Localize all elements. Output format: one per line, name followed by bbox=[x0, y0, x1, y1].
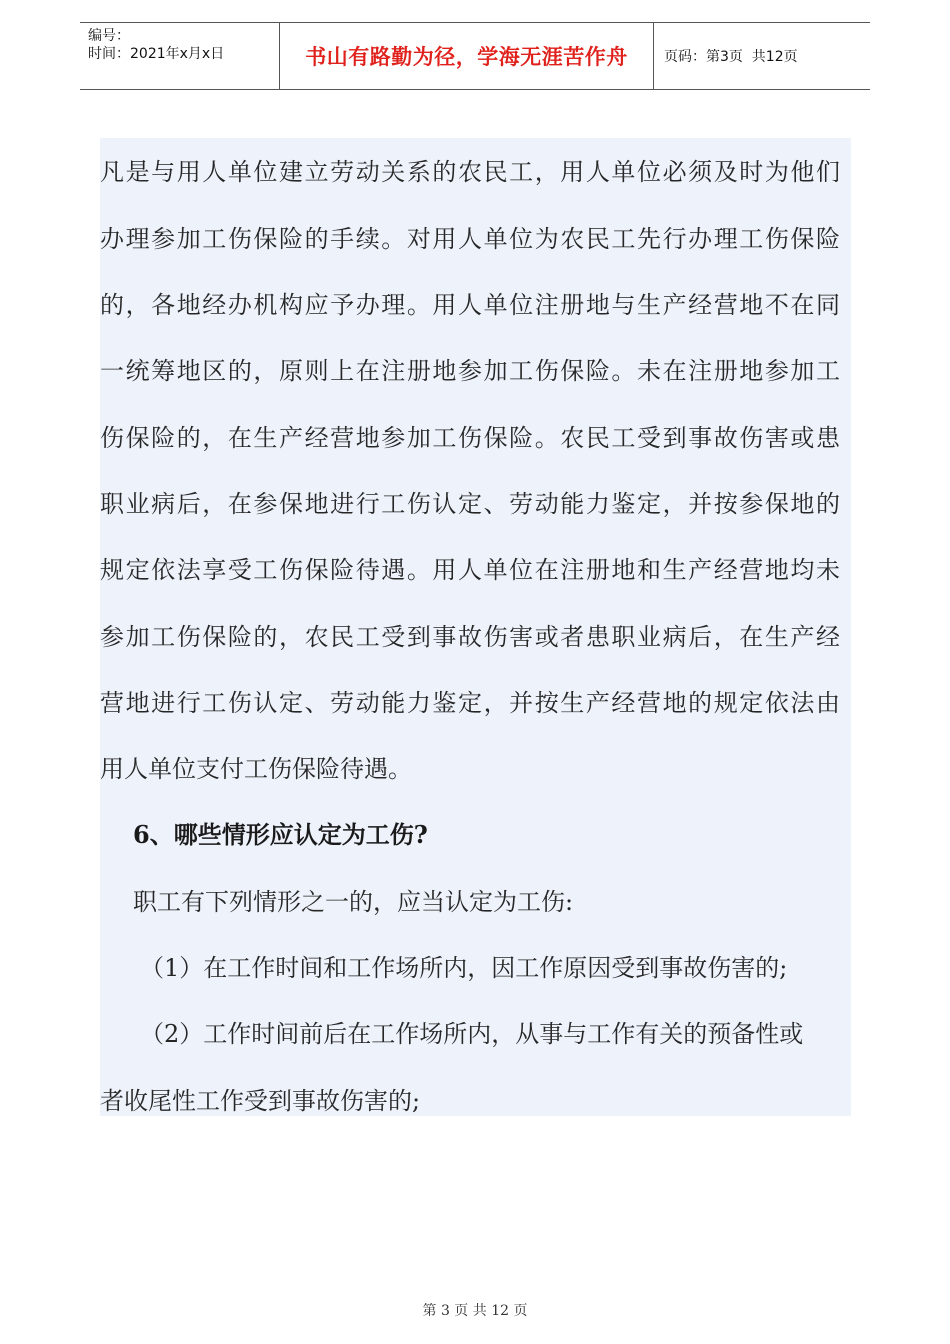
header-meta bbox=[80, 23, 280, 89]
paragraph-line: 办理参加工伤保险的手续。对用人单位为农民工先行办理工伤保险 bbox=[100, 225, 840, 253]
list-item: （1）在工作时间和工作场所内，因工作原因受到事故伤害的; bbox=[140, 954, 788, 982]
header-page-info bbox=[654, 23, 870, 89]
section-intro: 职工有下列情形之一的，应当认定为工伤: bbox=[133, 888, 574, 916]
paragraph-line: 参加工伤保险的，农民工受到事故伤害或者患职业病后，在生产经 bbox=[100, 623, 840, 651]
paragraph-line: 职业病后，在参保地进行工伤认定、劳动能力鉴定，并按参保地的 bbox=[100, 490, 840, 518]
page-info-text: 页码：第3页 共12页 bbox=[664, 49, 798, 65]
paragraph-line: 营地进行工伤认定、劳动能力鉴定，并按生产经营地的规定依法由 bbox=[100, 689, 840, 717]
page-header bbox=[80, 22, 870, 90]
document-number-label: 编号： bbox=[88, 28, 130, 44]
paragraph-line: 的，各地经办机构应予办理。用人单位注册地与生产经营地不在同 bbox=[100, 291, 840, 319]
list-item: （2）工作时间前后在工作场所内，从事与工作有关的预备性或 bbox=[140, 1020, 804, 1048]
paragraph-line: 一统筹地区的，原则上在注册地参加工伤保险。未在注册地参加工 bbox=[100, 357, 840, 385]
paragraph-line: 用人单位支付工伤保险待遇。 bbox=[100, 755, 412, 783]
paragraph-line: 规定依法享受工伤保险待遇。用人单位在注册地和生产经营地均未 bbox=[100, 556, 840, 584]
header-motto: 书山有路勤为径，学海无涯苦作舟 bbox=[280, 23, 654, 89]
page-footer: 第 3 页 共 12 页 bbox=[422, 1303, 528, 1319]
document-date: 时间：2021年x月x日 bbox=[88, 46, 225, 62]
section-heading: 6、哪些情形应认定为工伤? bbox=[133, 820, 428, 849]
document-body bbox=[100, 138, 851, 1116]
list-item-continuation: 者收尾性工作受到事故伤害的; bbox=[100, 1087, 421, 1115]
paragraph-line: 凡是与用人单位建立劳动关系的农民工，用人单位必须及时为他们 bbox=[100, 158, 840, 186]
paragraph-line: 伤保险的，在生产经营地参加工伤保险。农民工受到事故伤害或患 bbox=[100, 424, 840, 452]
